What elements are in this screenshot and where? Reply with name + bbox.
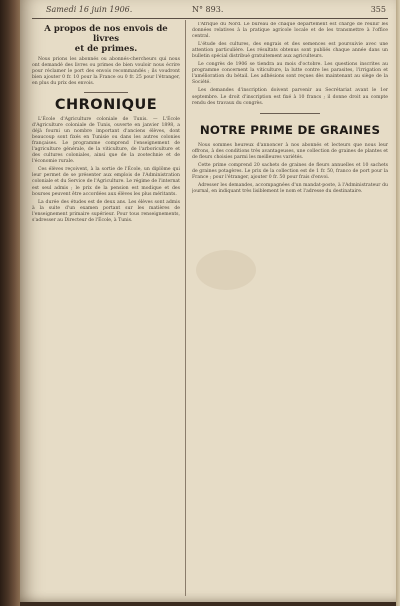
page-number: 355 [370, 5, 386, 14]
header-rule [32, 18, 388, 19]
section-separator [84, 92, 128, 93]
prime-paragraph-3: Adresser les demandes, accompagnées d'un mandat-poste, à l'Administrateur du journal, en indiquant très lisiblement le nom et l'adresse du destinataire. [192, 182, 388, 194]
column-divider [185, 20, 186, 596]
right-paragraph-1: l'Afrique du Nord. Le bureau de chaque département est chargé de réunir les données relatives à la pratique agricole locale et de les transmettre à l'office central. [192, 22, 388, 40]
page-edges [396, 0, 400, 606]
right-column [192, 22, 388, 598]
newspaper-page [20, 0, 396, 602]
prime-paragraph-1: Nous sommes heureux d'annoncer à nos abonnés et lecteurs que nous leur offrons, à des conditions très avantageuses, une collection de graines de plantes et de fleurs choisies parmi les meilleures variétés. [192, 142, 388, 160]
issue-number: N° 893. [192, 5, 224, 14]
apropos-heading-line1: A propos de nos envois de livres [44, 24, 168, 44]
right-paragraph-4: Les demandes d'inscription doivent parvenir au Secrétariat avant le 1er septembre. Le droit d'inscription est fixé à 10 francs ; il donne droit au compte rendu des travaux du congrès. [192, 88, 388, 106]
chronique-paragraph-1: L'École d'Agriculture coloniale de Tunis. — L'École d'Agriculture coloniale de Tunis, ouverte en janvier 1898, a déjà fourni un nombre important d'anciens élèves, dont beaucoup sont fixés en Tunisie ou dans les autres colonies françaises. Le programme comprend l'enseignement de l'agriculture générale, de la viticulture, de l'arboriculture et des cultures coloniales, ainsi que de la zootechnie et de l'économie rurale. [32, 117, 180, 165]
page-header [32, 4, 388, 18]
chronique-paragraph-2: Ces élèves reçoivent, à la sortie de l'École, un diplôme qui leur permet de se présenter aux emplois de l'Administration coloniale et du Service de l'Agriculture. Le régime de l'internat est seul admis ; le prix de la pension est modique et des bourses peuvent être accordées aux élèves les plus méritants. [32, 167, 180, 197]
apropos-text: Nous prions les abonnés ou abonnés-chercheurs qui nous ont demandé des livres ou primes de bien vouloir nous écrire pour réclamer le port des envois recommandés ; ils voudront bien ajouter 0 fr. 10 pour la France ou 0 fr. 25 pour l'étranger, en plus du prix des envois. [32, 57, 180, 86]
chronique-paragraph-3: La durée des études est de deux ans. Les élèves sont admis à la suite d'un examen portant sur les matières de l'enseignement primaire supérieur. Pour tous renseignements, s'adresser au Directeur de l'École, à Tunis. [32, 199, 180, 223]
right-paragraph-2: L'étude des cultures, des engrais et des semences est poursuivie avec une attention particulière. Les résultats obtenus sont publiés chaque année dans un bulletin spécial distribué gratuitement aux agriculteurs. [192, 42, 388, 60]
chronique-heading: CHRONIQUE [54, 97, 158, 113]
prime-separator [260, 113, 320, 114]
prime-heading: NOTRE PRIME DE GRAINES [199, 122, 381, 137]
prime-paragraph-2: Cette prime comprend 20 sachets de graines de fleurs annuelles et 10 sachets de graines potagères. Le prix de la collection est de 1 fr. 50, franco de port pour la France ; pour l'étranger, ajouter 0 fr. 50 pour frais d'envoi. [192, 162, 388, 180]
issue-date: Samedi 16 juin 1906. [46, 5, 133, 14]
left-column [32, 22, 180, 598]
apropos-heading [32, 24, 180, 54]
right-paragraph-3: Le congrès de 1906 se tiendra au mois d'octobre. Les questions inscrites au programme concernent la viticulture, la lutte contre les parasites, l'irrigation et l'amélioration du bétail. Les adhésions sont reçues dès maintenant au siège de la Société. [192, 62, 388, 86]
apropos-heading-line2: et de primes. [74, 44, 138, 54]
book-spine [0, 0, 20, 606]
